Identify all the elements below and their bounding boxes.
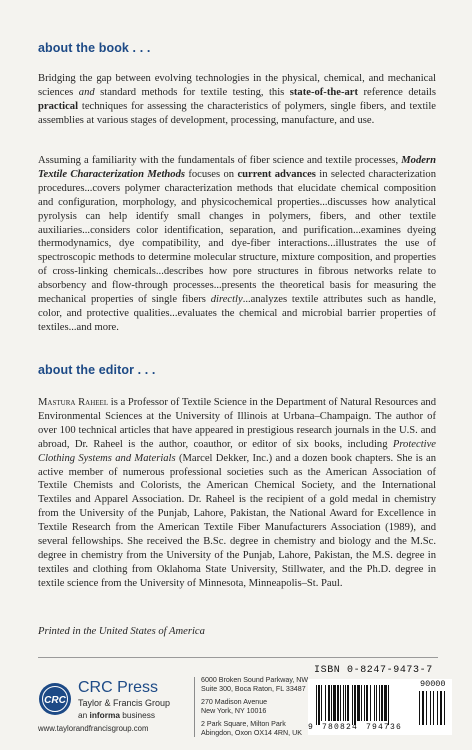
addon-bar [426, 691, 427, 725]
book-title: Modern Textile Characterization Methods [38, 155, 436, 180]
address-line: 2 Park Square, Milton Park [201, 720, 286, 728]
barcode-bar [370, 685, 371, 721]
barcode-bar [354, 685, 356, 725]
barcode-bar [361, 685, 362, 721]
about-book-heading: about the book . . . [38, 41, 151, 55]
barcode-first-digit: 9 [308, 723, 313, 732]
text-run-bold: current advances [237, 168, 316, 180]
barcode-bars-icon [314, 685, 414, 725]
barcode-bar [345, 685, 346, 721]
barcode-bar [376, 685, 377, 721]
about-editor-heading: about the editor . . . [38, 363, 156, 377]
address-block-2 [201, 698, 267, 715]
isbn-label: ISBN 0-8247-9473-7 [314, 665, 433, 676]
addon-bar [437, 691, 438, 725]
barcode-bar [328, 685, 330, 721]
text-run: standard methods for textile testing, this [94, 86, 290, 98]
barcode-bar [374, 685, 375, 721]
address-line: Suite 300, Boca Raton, FL 33487 [201, 684, 306, 693]
text-run: is a Professor of Textile Science in the Department of Natural Resources and Environmental Sciences at the University of Illinois at Urbana–Champaign. The author of over 100 technical articles that have appeared in prestigious research journals in the U.S. and abroad, Dr. Raheel is the author, coauthor, or editor of six books, including [38, 397, 436, 450]
barcode-bar [343, 685, 344, 721]
crc-logo-icon [38, 682, 72, 716]
barcode-bar [333, 685, 336, 721]
publisher-website: www.taylorandfrancisgroup.com [38, 724, 149, 733]
address-line: Abingdon, Oxon OX14 4RN, UK [201, 728, 302, 737]
barcode-bar [388, 685, 389, 725]
text-run-italic: and [78, 86, 95, 98]
barcode-bar [318, 685, 320, 725]
editor-bio-paragraph [38, 396, 436, 591]
text-run-italic: directly [210, 294, 243, 306]
barcode-bar [331, 685, 332, 721]
barcode-bar [325, 685, 326, 721]
text-run-bold: practical [38, 100, 79, 112]
barcode-bar [381, 685, 383, 721]
footer-divider [194, 677, 195, 737]
barcode-right-digits: 794736 [366, 723, 403, 732]
text-run: business [119, 710, 156, 720]
text-run: focuses on [185, 168, 238, 180]
barcode-left-digits: 780824 [322, 723, 359, 732]
divider [38, 657, 438, 658]
text-run: in selected characterization procedures...covers polymer characterization methods that elucidate chemical composition and configuration, morphology, and physicochemical properties...discusses how analytical pyrolysis can help identify small changes in polymers, fibers, and other textile auxiliaries...considers color identification, separation, and purification...examines dyeing thermodynamics, dye compatibility, and dye-fiber interactions...illustrates the use of spectroscopic methods to determine molecular structure, mixture composition, and properties of cross-linking chemicals...describes how pore structures in fibrous networks relate to absorbency and flow-through processes...presents the theoretical basis for measuring the mechanical properties of single fibers [38, 168, 436, 306]
text-run: Assuming a familiarity with the fundamentals of fiber science and textile processes, [38, 155, 402, 166]
address-block-3 [201, 720, 302, 737]
logo-text: CRC [44, 695, 66, 706]
barcode-bar [337, 685, 339, 721]
addon-digits: 90000 [420, 679, 446, 689]
address-line: 270 Madison Avenue [201, 698, 268, 706]
text-run: techniques for assessing the characteristics of polymers, single fibers, and textile assemblies at various stages of development, processing, manufacture, and use. [38, 100, 436, 126]
barcode-bar [357, 685, 360, 721]
text-run: (Marcel Dekker, Inc.) and a dozen book chapters. She is an active member of numerous professional societies such as the American Association of Textile Chemists and Colorists, the American Chemical Society, and the International Textiles and Apparel Association. Dr. Raheel is the recipient of a gold medal in chemistry from the University of the Punjab, Lahore, Pakistan, the National Award for Excellence in Textile Research from the American Textile Fiber Manufacturers Association (1989), and several fellowships. She received the B.Sc. degree in chemistry and biology and the M.Sc. degree in chemistry from the University of the Punjab, Lahore, Pakistan, the M.S. degree in textiles and clothing from Oklahoma State University, Stillwater, and the Ph.D. degree in textile science from the University of Minnesota, Minneapolis–St. Paul. [38, 452, 437, 589]
text-run: ...analyzes textile attributes such as handle, color, and protective qualities...evaluates the chemical and microbial barrier properties of textiles...and more. [38, 294, 436, 333]
addon-bar [422, 691, 424, 725]
addon-bar [433, 691, 434, 725]
publisher-group: Taylor & Francis Group [78, 698, 171, 708]
informa-line [78, 710, 155, 720]
barcode-bar [316, 685, 317, 725]
address-line: New York, NY 10016 [201, 706, 267, 715]
addon-bar [419, 691, 420, 725]
text-run: Bridging the gap between evolving technologies in the physical, chemical, and mechanical sciences [38, 73, 436, 98]
barcode-bar [384, 685, 387, 721]
text-run-bold: state-of-the-art [289, 86, 358, 98]
addon-bar [430, 691, 431, 725]
barcode-bar [364, 685, 365, 721]
text-run: reference details [358, 86, 436, 98]
barcode-bar [321, 685, 322, 721]
book-description-paragraph-1 [38, 72, 436, 128]
address-block-1 [201, 676, 308, 693]
barcode-bar [347, 685, 349, 721]
publisher-name: CRC Press [78, 679, 159, 696]
book-description-paragraph-2 [38, 154, 436, 335]
barcode-bar [340, 685, 341, 721]
barcode-bar [379, 685, 380, 721]
address-line: 6000 Broken Sound Parkway, NW [201, 676, 309, 684]
printed-in-note: Printed in the United States of America [38, 626, 205, 637]
text-run: an [78, 710, 90, 720]
informa-brand: informa [89, 710, 120, 720]
editor-name: Mastura Raheel [38, 397, 109, 408]
addon-bar [444, 691, 445, 725]
text-run-italic: Protective Clothing Systems and Materials [38, 438, 436, 464]
addon-bar [440, 691, 442, 725]
barcode-bar [352, 685, 353, 725]
addon-barcode-icon [418, 691, 448, 725]
barcode [308, 679, 452, 735]
barcode-bar [366, 685, 368, 721]
